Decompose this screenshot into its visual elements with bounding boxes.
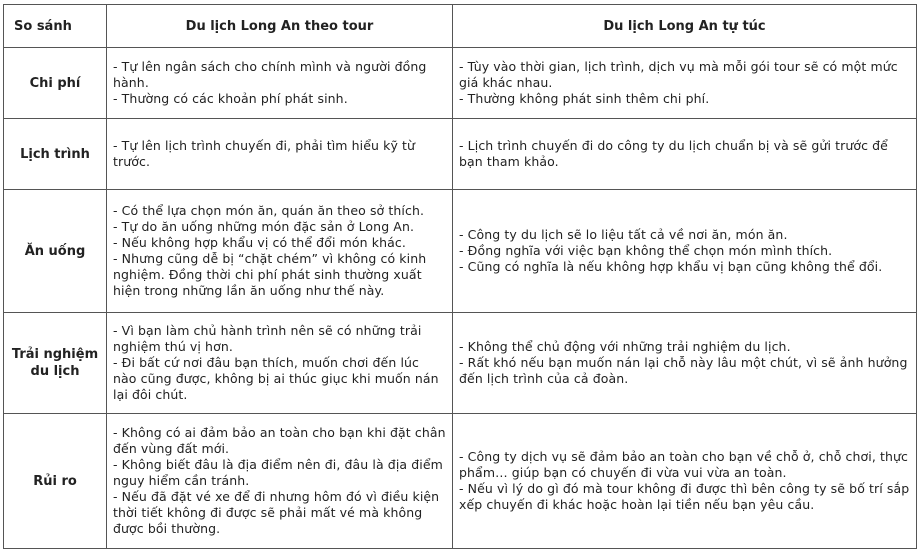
tour-cell xyxy=(107,190,453,313)
cell-line: - Đi bất cứ nơi đâu bạn thích, muốn chơi đến lúc nào cũng được, không bị ai thúc giục khi muốn nán lại đôi chút. xyxy=(113,355,439,402)
self-cell xyxy=(453,414,917,549)
table-row xyxy=(4,119,917,190)
row-label-rui-ro: Rủi ro xyxy=(4,414,107,549)
cell-line: - Rất khó nếu bạn muốn nán lại chỗ này lâu một chút, vì sẽ ảnh hưởng đến lịch trình của cả đoàn. xyxy=(459,355,908,386)
cell-line: - Cũng có nghĩa là nếu không hợp khẩu vị bạn cũng không thể đổi. xyxy=(459,259,883,274)
cell-line: - Vì bạn làm chủ hành trình nên sẽ có những trải nghiệm thú vị hơn. xyxy=(113,323,422,354)
header-tour: Du lịch Long An theo tour xyxy=(107,5,453,48)
cell-line: - Nếu đã đặt vé xe để đi nhưng hôm đó vì điều kiện thời tiết không đi được sẽ phải mất vé mà không được bồi thường. xyxy=(113,489,440,536)
self-cell xyxy=(453,313,917,414)
table-row xyxy=(4,313,917,414)
cell-line: - Thường không phát sinh thêm chi phí. xyxy=(459,91,710,106)
cell-line: - Thường có các khoản phí phát sinh. xyxy=(113,91,348,106)
cell-line: - Tùy vào thời gian, lịch trình, dịch vụ mà mỗi gói tour sẽ có một mức giá khác nhau. xyxy=(459,59,898,90)
tour-cell xyxy=(107,313,453,414)
cell-line: - Có thể lựa chọn món ăn, quán ăn theo sở thích. xyxy=(113,203,425,218)
cell-line: - Tự do ăn uống những món đặc sản ở Long An. xyxy=(113,219,415,234)
header-so-sanh: So sánh xyxy=(4,5,107,48)
cell-line: - Tự lên lịch trình chuyến đi, phải tìm hiểu kỹ từ trước. xyxy=(113,138,416,169)
row-label-trai-nghiem: Trải nghiệm du lịch xyxy=(4,313,107,414)
self-cell xyxy=(453,48,917,119)
self-cell xyxy=(453,190,917,313)
table-row xyxy=(4,48,917,119)
cell-line: - Công ty du lịch sẽ lo liệu tất cả về nơi ăn, món ăn. xyxy=(459,227,788,242)
self-cell xyxy=(453,119,917,190)
cell-line: - Nếu không hợp khẩu vị có thể đổi món khác. xyxy=(113,235,406,250)
cell-line: - Đồng nghĩa với việc bạn không thể chọn món mình thích. xyxy=(459,243,833,258)
row-label-chi-phi: Chi phí xyxy=(4,48,107,119)
table-row xyxy=(4,414,917,549)
table-row xyxy=(4,190,917,313)
tour-cell xyxy=(107,119,453,190)
tour-cell xyxy=(107,414,453,549)
cell-line: - Lịch trình chuyến đi do công ty du lịch chuẩn bị và sẽ gửi trước để bạn tham khảo. xyxy=(459,138,888,169)
cell-line: - Nhưng cũng dễ bị “chặt chém” vì không có kinh nghiệm. Đồng thời chi phí phát sinh thường xuất hiện trong những lần ăn uống như thế này. xyxy=(113,251,427,298)
comparison-table xyxy=(3,4,917,549)
header-row xyxy=(4,5,917,48)
row-label-an-uong: Ăn uống xyxy=(4,190,107,313)
cell-line: - Không có ai đảm bảo an toàn cho bạn khi đặt chân đến vùng đất mới. xyxy=(113,425,446,456)
cell-line: - Nếu vì lý do gì đó mà tour không đi được thì bên công ty sẽ bố trí sắp xếp chuyến đi khác hoặc hoàn lại tiền nếu bạn yêu cầu. xyxy=(459,481,910,512)
cell-line: - Không thể chủ động với những trải nghiệm du lịch. xyxy=(459,339,791,354)
row-label-lich-trinh: Lịch trình xyxy=(4,119,107,190)
tour-cell xyxy=(107,48,453,119)
cell-line: - Tự lên ngân sách cho chính mình và người đồng hành. xyxy=(113,59,427,90)
header-self: Du lịch Long An tự túc xyxy=(453,5,917,48)
cell-line: - Không biết đâu là địa điểm nên đi, đâu là địa điểm nguy hiểm cần tránh. xyxy=(113,457,443,488)
cell-line: - Công ty dịch vụ sẽ đảm bảo an toàn cho bạn về chỗ ở, chỗ chơi, thực phẩm… giúp bạn có chuyến đi vừa vui vừa an toàn. xyxy=(459,449,909,480)
